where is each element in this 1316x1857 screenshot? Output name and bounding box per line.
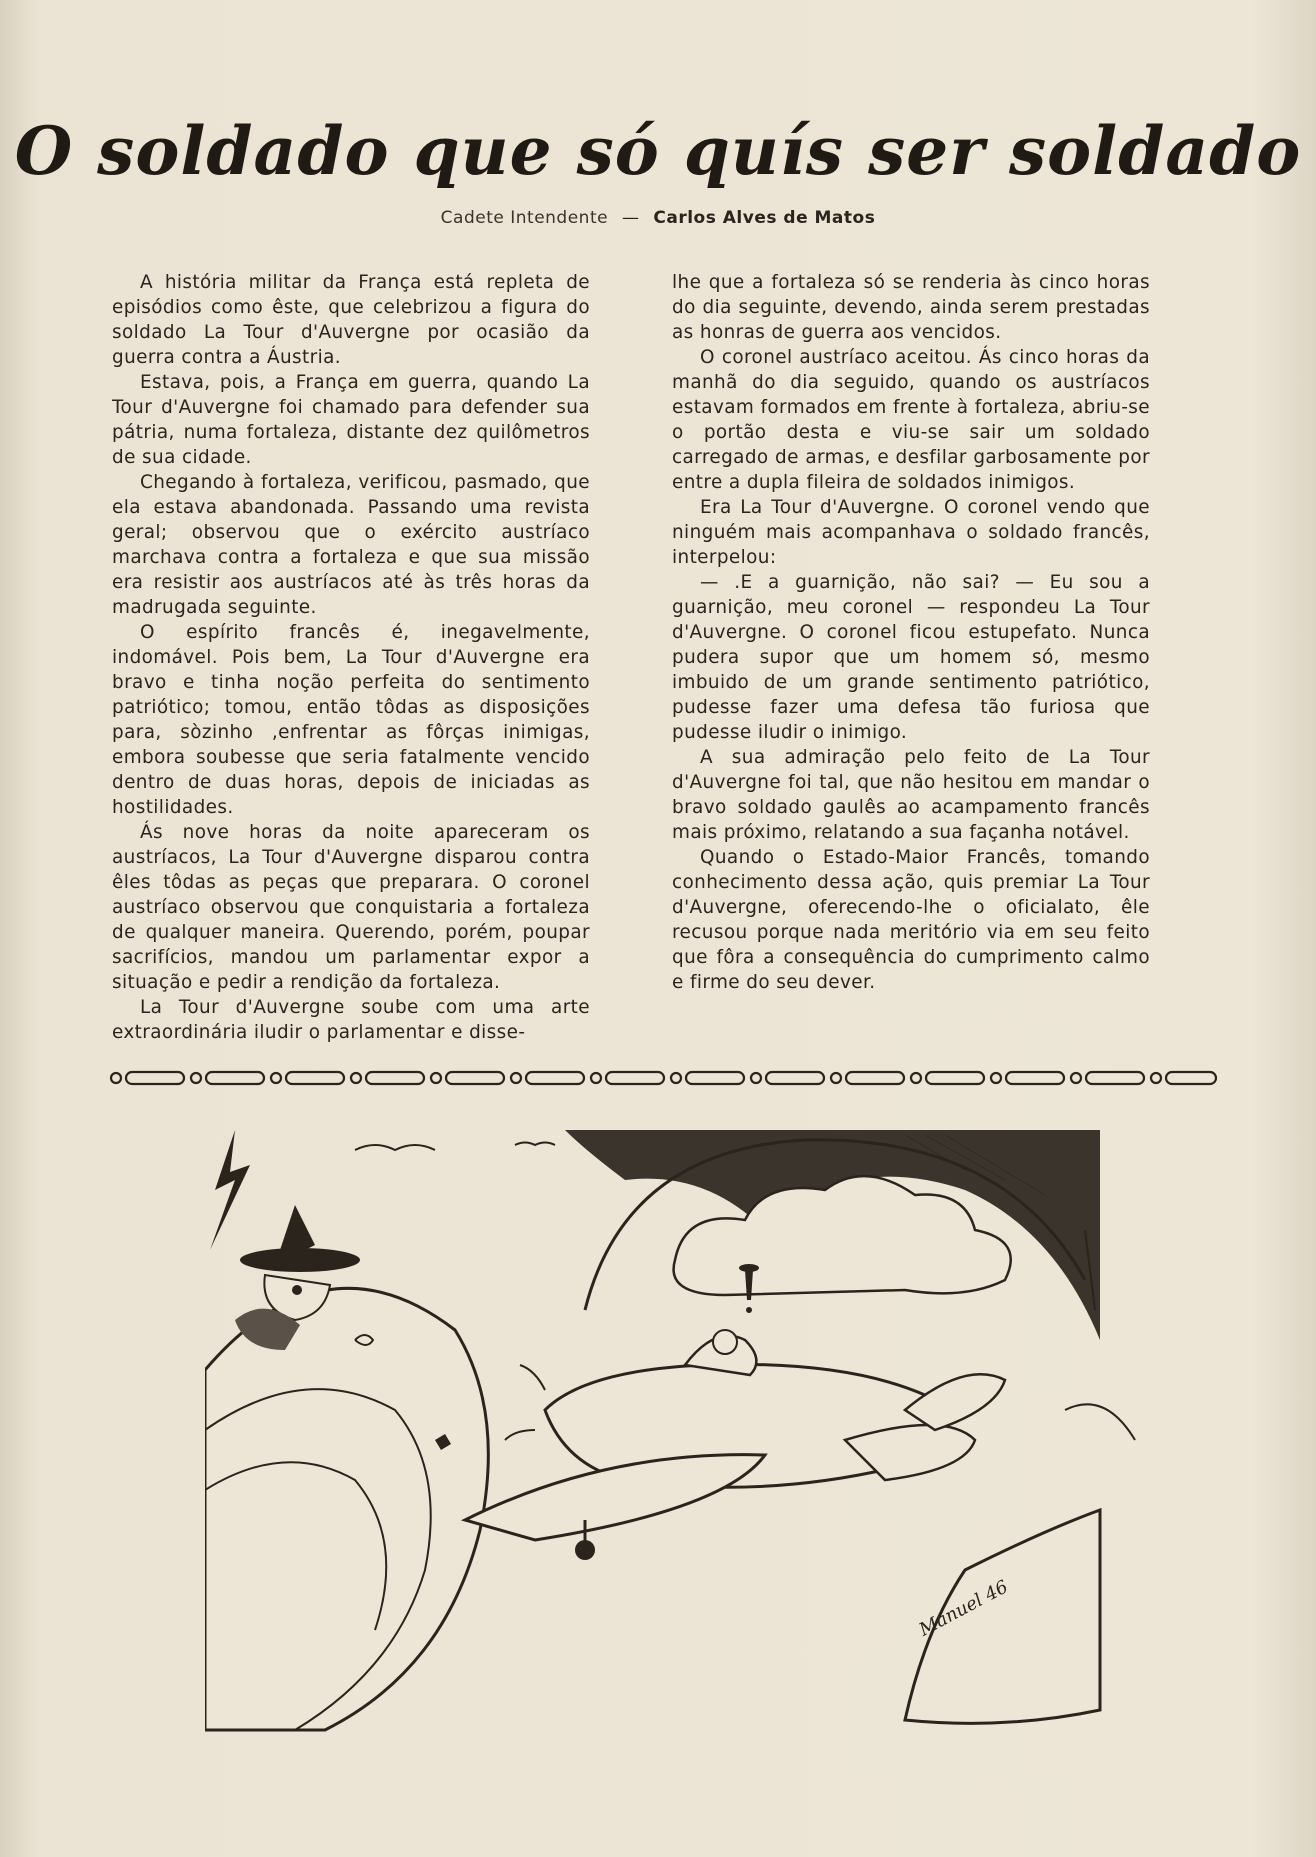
article-title: O soldado que só quís ser soldado [14,112,1302,190]
paragraph: O coronel austríaco aceitou. Ás cinco horas da manhã do dia seguido, quando os austríacos estavam formados em frente à fortaleza, abriu-se o portão desta e viu-se sair um soldado carregado de armas, e desfilar garbosamente por entre a dupla fileira de soldados inimigos. [672,347,1150,493]
paragraph: Quando o Estado-Maior Francês, tomando conhecimento dessa ação, quis premiar La Tour d'Auvergne, oferecendo-lhe o oficialato, êle recusou porque nada meritório via em seu feito que fôra a consequência do cumprimento calmo e firme do seu dever. [672,847,1150,993]
chain-divider [108,1066,1228,1090]
hill-left [205,1288,488,1730]
paragraph: lhe que a fortaleza só se renderia às cinco horas do dia seguinte, devendo, ainda serem prestadas as honras de guerra aos vencidos. [672,272,1150,343]
author-name: Carlos Alves de Matos [653,208,876,228]
paragraph: Chegando à fortaleza, verificou, pasmado, que ela estava abandonada. Passando uma revista geral; observou que o exército austríaco marchava contra a fortaleza e que sua missão era resistir aos austríacos até às três horas da madrugada seguinte. [112,472,590,618]
artist-signature: Manuel 46 [915,1576,1012,1641]
paragraph: — .E a guarnição, não sai? — Eu sou a guarnição, meu coronel — respondeu La Tour d'Auvergne. O coronel ficou estupefato. Nunca pudera supor que um homem só, mesmo imbuido de um grande sentimento patriótico, pudesse fazer uma defesa tão furiosa que pudesse iludir o inimigo. [672,572,1150,743]
paragraph: A sua admiração pelo feito de La Tour d'Auvergne foi tal, que não hesitou em mandar o bravo soldado gaulês ao acampamento francês mais próximo, relatando a sua façanha notável. [672,747,1150,843]
paragraph: O espírito francês é, inegavelmente, indomável. Pois bem, La Tour d'Auvergne era bravo e tinha noção perfeita do sentimento patriótico; tomou, então tôdas as disposições para, sòzinho ,enfrentar as fôrças inimigas, embora soubesse que seria fatalmente vencido dentro de duas horas, depois de iniciadas as hostilidades. [112,622,590,818]
byline-separator: — [621,208,640,228]
cartoon-illustration [205,1110,1160,1750]
right-column [672,270,1150,995]
article-byline [0,208,1316,228]
lightning-bolt [210,1130,250,1250]
paragraph: Ás nove horas da noite apareceram os austríacos, La Tour d'Auvergne disparou contra êles tôdas as peças que preparara. O coronel austríaco observou que conquistaria a fortaleza de qualquer maneira. Querendo, porém, poupar sacrifícios, mandou um parlamentar expor a situação e pedir a rendição da fortaleza. [112,822,590,993]
left-column [112,270,590,1045]
author-rank: Cadete Intendente [440,208,609,228]
paragraph: Estava, pois, a França em guerra, quando La Tour d'Auvergne foi chamado para defender sua pátria, numa fortaleza, distante dez quilômetros de sua cidade. [112,372,590,468]
airplane [465,1330,1005,1560]
paragraph: A história militar da França está repleta de episódios como êste, que celebrizou a figura do soldado La Tour d'Auvergne por ocasião da guerra contra a Áustria. [112,272,590,368]
paragraph: La Tour d'Auvergne soube com uma arte extraordinária iludir o parlamentar e disse- [112,997,590,1043]
paragraph: Era La Tour d'Auvergne. O coronel vendo que ninguém mais acompanhava o soldado francês, interpelou: [672,497,1150,568]
